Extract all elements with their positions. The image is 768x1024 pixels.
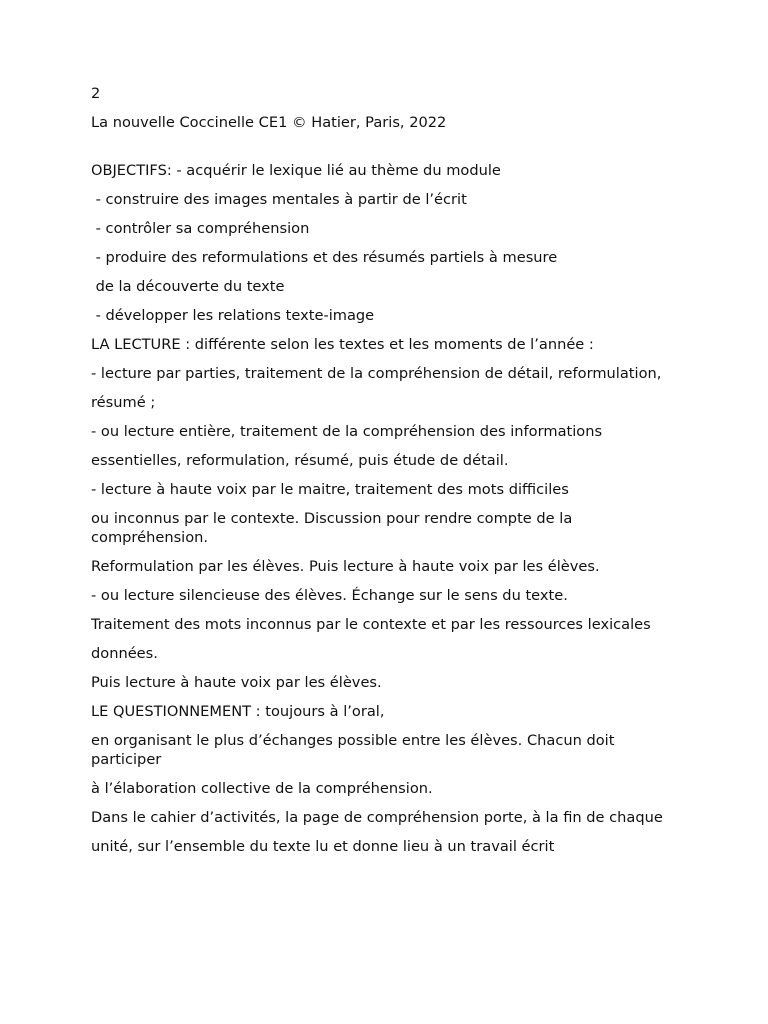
paragraph-22: Dans le cahier d’activités, la page de compréhension porte, à la fin de chaque [91, 809, 663, 826]
paragraph-9: résumé ; [91, 394, 156, 411]
paragraph-7: LA LECTURE : différente selon les textes et les moments de l’année : [91, 336, 594, 353]
page-number: 2 [91, 85, 101, 102]
paragraph-18: Puis lecture à haute voix par les élèves. [91, 674, 382, 691]
paragraph-23: unité, sur l’ensemble du texte lu et donne lieu à un travail écrit [91, 838, 555, 855]
paragraph-17: données. [91, 645, 158, 662]
paragraph-8: - lecture par parties, traitement de la compréhension de détail, reformulation, [91, 365, 662, 382]
paragraph-20: en organisant le plus d’échanges possible entre les élèves. Chacun doit participer [91, 732, 620, 768]
source-line: La nouvelle Coccinelle CE1 © Hatier, Paris, 2022 [91, 114, 447, 131]
paragraph-19: LE QUESTIONNEMENT : toujours à l’oral, [91, 703, 385, 720]
document-page [91, 84, 671, 866]
paragraph-1: OBJECTIFS: - acquérir le lexique lié au thème du module [91, 162, 501, 179]
paragraph-14: Reformulation par les élèves. Puis lecture à haute voix par les élèves. [91, 558, 600, 575]
paragraph-2: - construire des images mentales à partir de l’écrit [91, 191, 467, 208]
paragraph-13: ou inconnus par le contexte. Discussion pour rendre compte de la compréhension. [91, 510, 577, 546]
paragraph-16: Traitement des mots inconnus par le contexte et par les ressources lexicales [91, 616, 651, 633]
paragraph-5: de la découverte du texte [91, 278, 285, 295]
paragraph-15: - ou lecture silencieuse des élèves. Échange sur le sens du texte. [91, 587, 568, 604]
paragraph-10: - ou lecture entière, traitement de la compréhension des informations [91, 423, 603, 440]
paragraph-12: - lecture à haute voix par le maitre, traitement des mots difficiles [91, 481, 569, 498]
paragraph-11: essentielles, reformulation, résumé, puis étude de détail. [91, 452, 509, 469]
paragraph-21: à l’élaboration collective de la compréhension. [91, 780, 433, 797]
paragraph-3: - contrôler sa compréhension [91, 220, 310, 237]
paragraph-6: - développer les relations texte-image [91, 307, 375, 324]
paragraph-4: - produire des reformulations et des résumés partiels à mesure [91, 249, 558, 266]
